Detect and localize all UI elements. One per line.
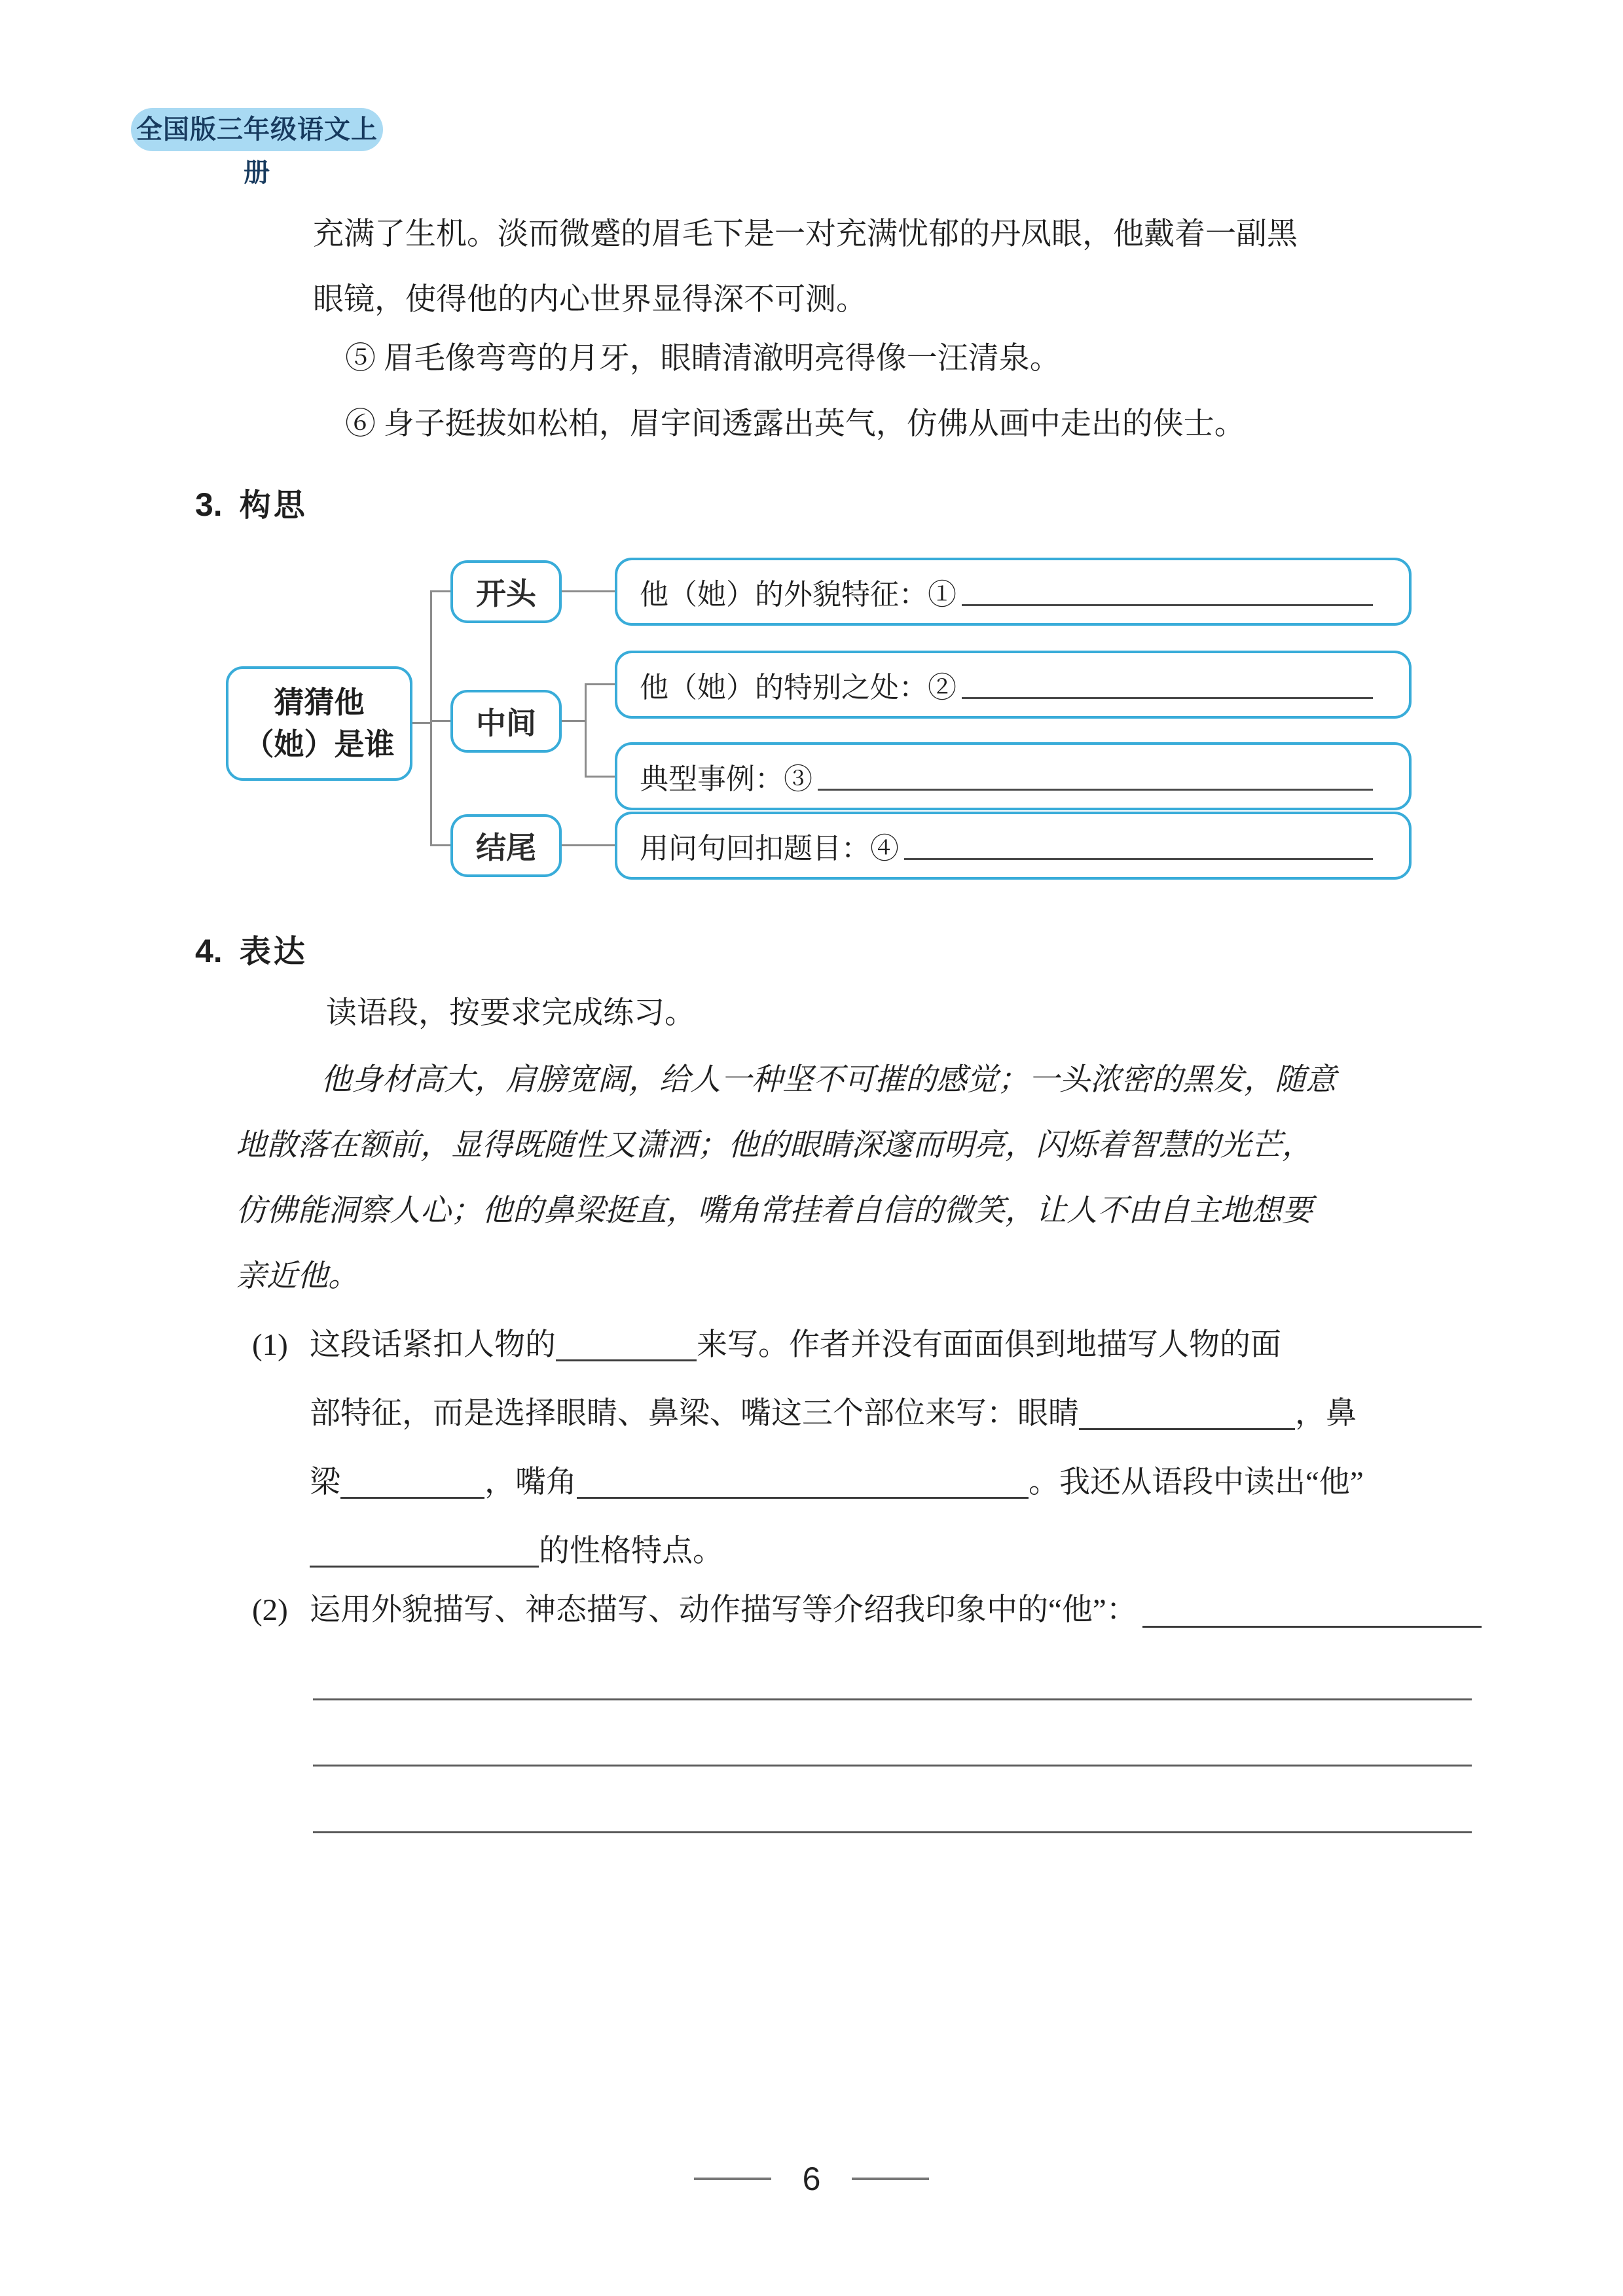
diagram-leaf-question bbox=[615, 812, 1412, 880]
connector-line bbox=[430, 720, 450, 722]
question-line bbox=[252, 1380, 1482, 1448]
composition-diagram bbox=[196, 555, 1440, 914]
diagram-branch-middle: 中间 bbox=[450, 690, 562, 753]
question-text: 。我还从语段中读出“他” bbox=[1029, 1465, 1364, 1499]
answer-line bbox=[313, 1698, 1472, 1700]
section-title: 表达 bbox=[239, 935, 308, 969]
answer-line bbox=[313, 1765, 1472, 1767]
section-title: 构思 bbox=[239, 488, 308, 523]
question-line bbox=[252, 1448, 1482, 1517]
question-text: 梁 bbox=[310, 1465, 340, 1499]
diagram-branch-begin: 开头 bbox=[450, 560, 562, 623]
leaf-label: 用问句回扣题目：④ bbox=[640, 833, 899, 865]
question-text: ，鼻 bbox=[1295, 1397, 1357, 1431]
section-number: 4. bbox=[195, 933, 223, 969]
connector-spine bbox=[585, 683, 587, 778]
question-text: ，嘴角 bbox=[484, 1465, 577, 1499]
blank-field bbox=[310, 1535, 539, 1568]
connector-spine bbox=[430, 590, 432, 846]
footer-dash bbox=[852, 2178, 929, 2180]
root-label-line: 猜猜他 bbox=[274, 685, 365, 719]
connector-line bbox=[562, 844, 615, 846]
leaf-label: 典型事例：③ bbox=[640, 763, 812, 795]
paragraph-line: 充满了生机。淡而微蹙的眉毛下是一对充满忧郁的丹凤眼，他戴着一副黑 bbox=[313, 217, 1298, 251]
connector-line bbox=[585, 776, 615, 778]
edition-badge: 全国版三年级语文上册 bbox=[131, 108, 383, 151]
diagram-leaf-special bbox=[615, 651, 1412, 719]
footer-dash bbox=[694, 2178, 771, 2180]
connector-line bbox=[430, 844, 450, 846]
section-number: 3. bbox=[195, 486, 223, 523]
question-text: 运用外貌描写、神态描写、动作描写等介绍我印象中的“他”： bbox=[310, 1593, 1137, 1627]
root-label-line: （她）是谁 bbox=[244, 727, 395, 761]
passage-line: 地散落在额前，显得既随性又潇洒；他的眼睛深邃而明亮，闪烁着智慧的光芒， bbox=[236, 1128, 1313, 1162]
diagram-root-node bbox=[226, 666, 412, 781]
question-text: 这段话紧扣人物的 bbox=[310, 1328, 556, 1362]
section-3-heading bbox=[195, 480, 308, 525]
question-line bbox=[252, 1311, 1482, 1380]
connector-line bbox=[412, 722, 430, 724]
example-item-6: ⑥ 身子挺拔如松柏，眉宇间透露出英气，仿佛从画中走出的侠士。 bbox=[345, 407, 1245, 441]
passage-line: 仿佛能洞察人心；他的鼻梁挺直，嘴角常挂着自信的微笑，让人不由自主地想要 bbox=[236, 1194, 1313, 1228]
page-number: 6 bbox=[802, 2161, 821, 2197]
example-sentences bbox=[345, 326, 1484, 457]
instruction-line: 读语段，按要求完成练习。 bbox=[326, 996, 695, 1030]
diagram-leaf-appearance bbox=[615, 558, 1412, 626]
exercise-instruction bbox=[326, 980, 1478, 1046]
question-marker-text bbox=[252, 1576, 1137, 1645]
diagram-leaf-example bbox=[615, 742, 1412, 810]
blank-field bbox=[340, 1466, 484, 1499]
intro-paragraph bbox=[313, 202, 1485, 332]
blank-field bbox=[1142, 1626, 1482, 1628]
connector-line bbox=[562, 720, 585, 722]
fill-in-line bbox=[904, 858, 1373, 860]
question-2 bbox=[252, 1576, 1482, 1645]
blank-field bbox=[556, 1329, 697, 1361]
fill-in-line bbox=[962, 697, 1373, 699]
connector-line bbox=[585, 683, 615, 685]
page-footer bbox=[0, 2160, 1623, 2198]
leaf-label: 他（她）的特别之处：② bbox=[640, 672, 957, 704]
section-4-heading bbox=[195, 926, 308, 971]
blank-field bbox=[577, 1466, 1029, 1499]
reading-passage bbox=[236, 1047, 1499, 1309]
example-item-5: ⑤ 眉毛像弯弯的月牙，眼睛清澈明亮得像一汪清泉。 bbox=[345, 342, 1061, 376]
passage-line: 亲近他。 bbox=[236, 1259, 359, 1293]
question-text: 部特征，而是选择眼睛、鼻梁、嘴这三个部位来写：眼睛 bbox=[310, 1397, 1079, 1431]
fill-in-line bbox=[962, 604, 1373, 606]
leaf-label: 他（她）的外貌特征：① bbox=[640, 579, 957, 611]
paragraph-line: 眼镜，使得他的内心世界显得深不可测。 bbox=[313, 283, 867, 317]
passage-line: 他身材高大，肩膀宽阔，给人一种坚不可摧的感觉；一头浓密的黑发，随意 bbox=[321, 1063, 1336, 1097]
question-1 bbox=[252, 1311, 1482, 1586]
question-marker: (2) bbox=[252, 1593, 288, 1627]
connector-line bbox=[562, 590, 615, 592]
question-text: 来写。作者并没有面面俱到地描写人物的面 bbox=[697, 1328, 1281, 1362]
question-marker: (1) bbox=[252, 1328, 288, 1362]
blank-field bbox=[1079, 1397, 1295, 1430]
question-text: 的性格特点。 bbox=[539, 1534, 723, 1568]
answer-line bbox=[313, 1831, 1472, 1833]
fill-in-line bbox=[818, 789, 1373, 791]
connector-line bbox=[430, 590, 450, 592]
diagram-branch-end: 结尾 bbox=[450, 814, 562, 877]
